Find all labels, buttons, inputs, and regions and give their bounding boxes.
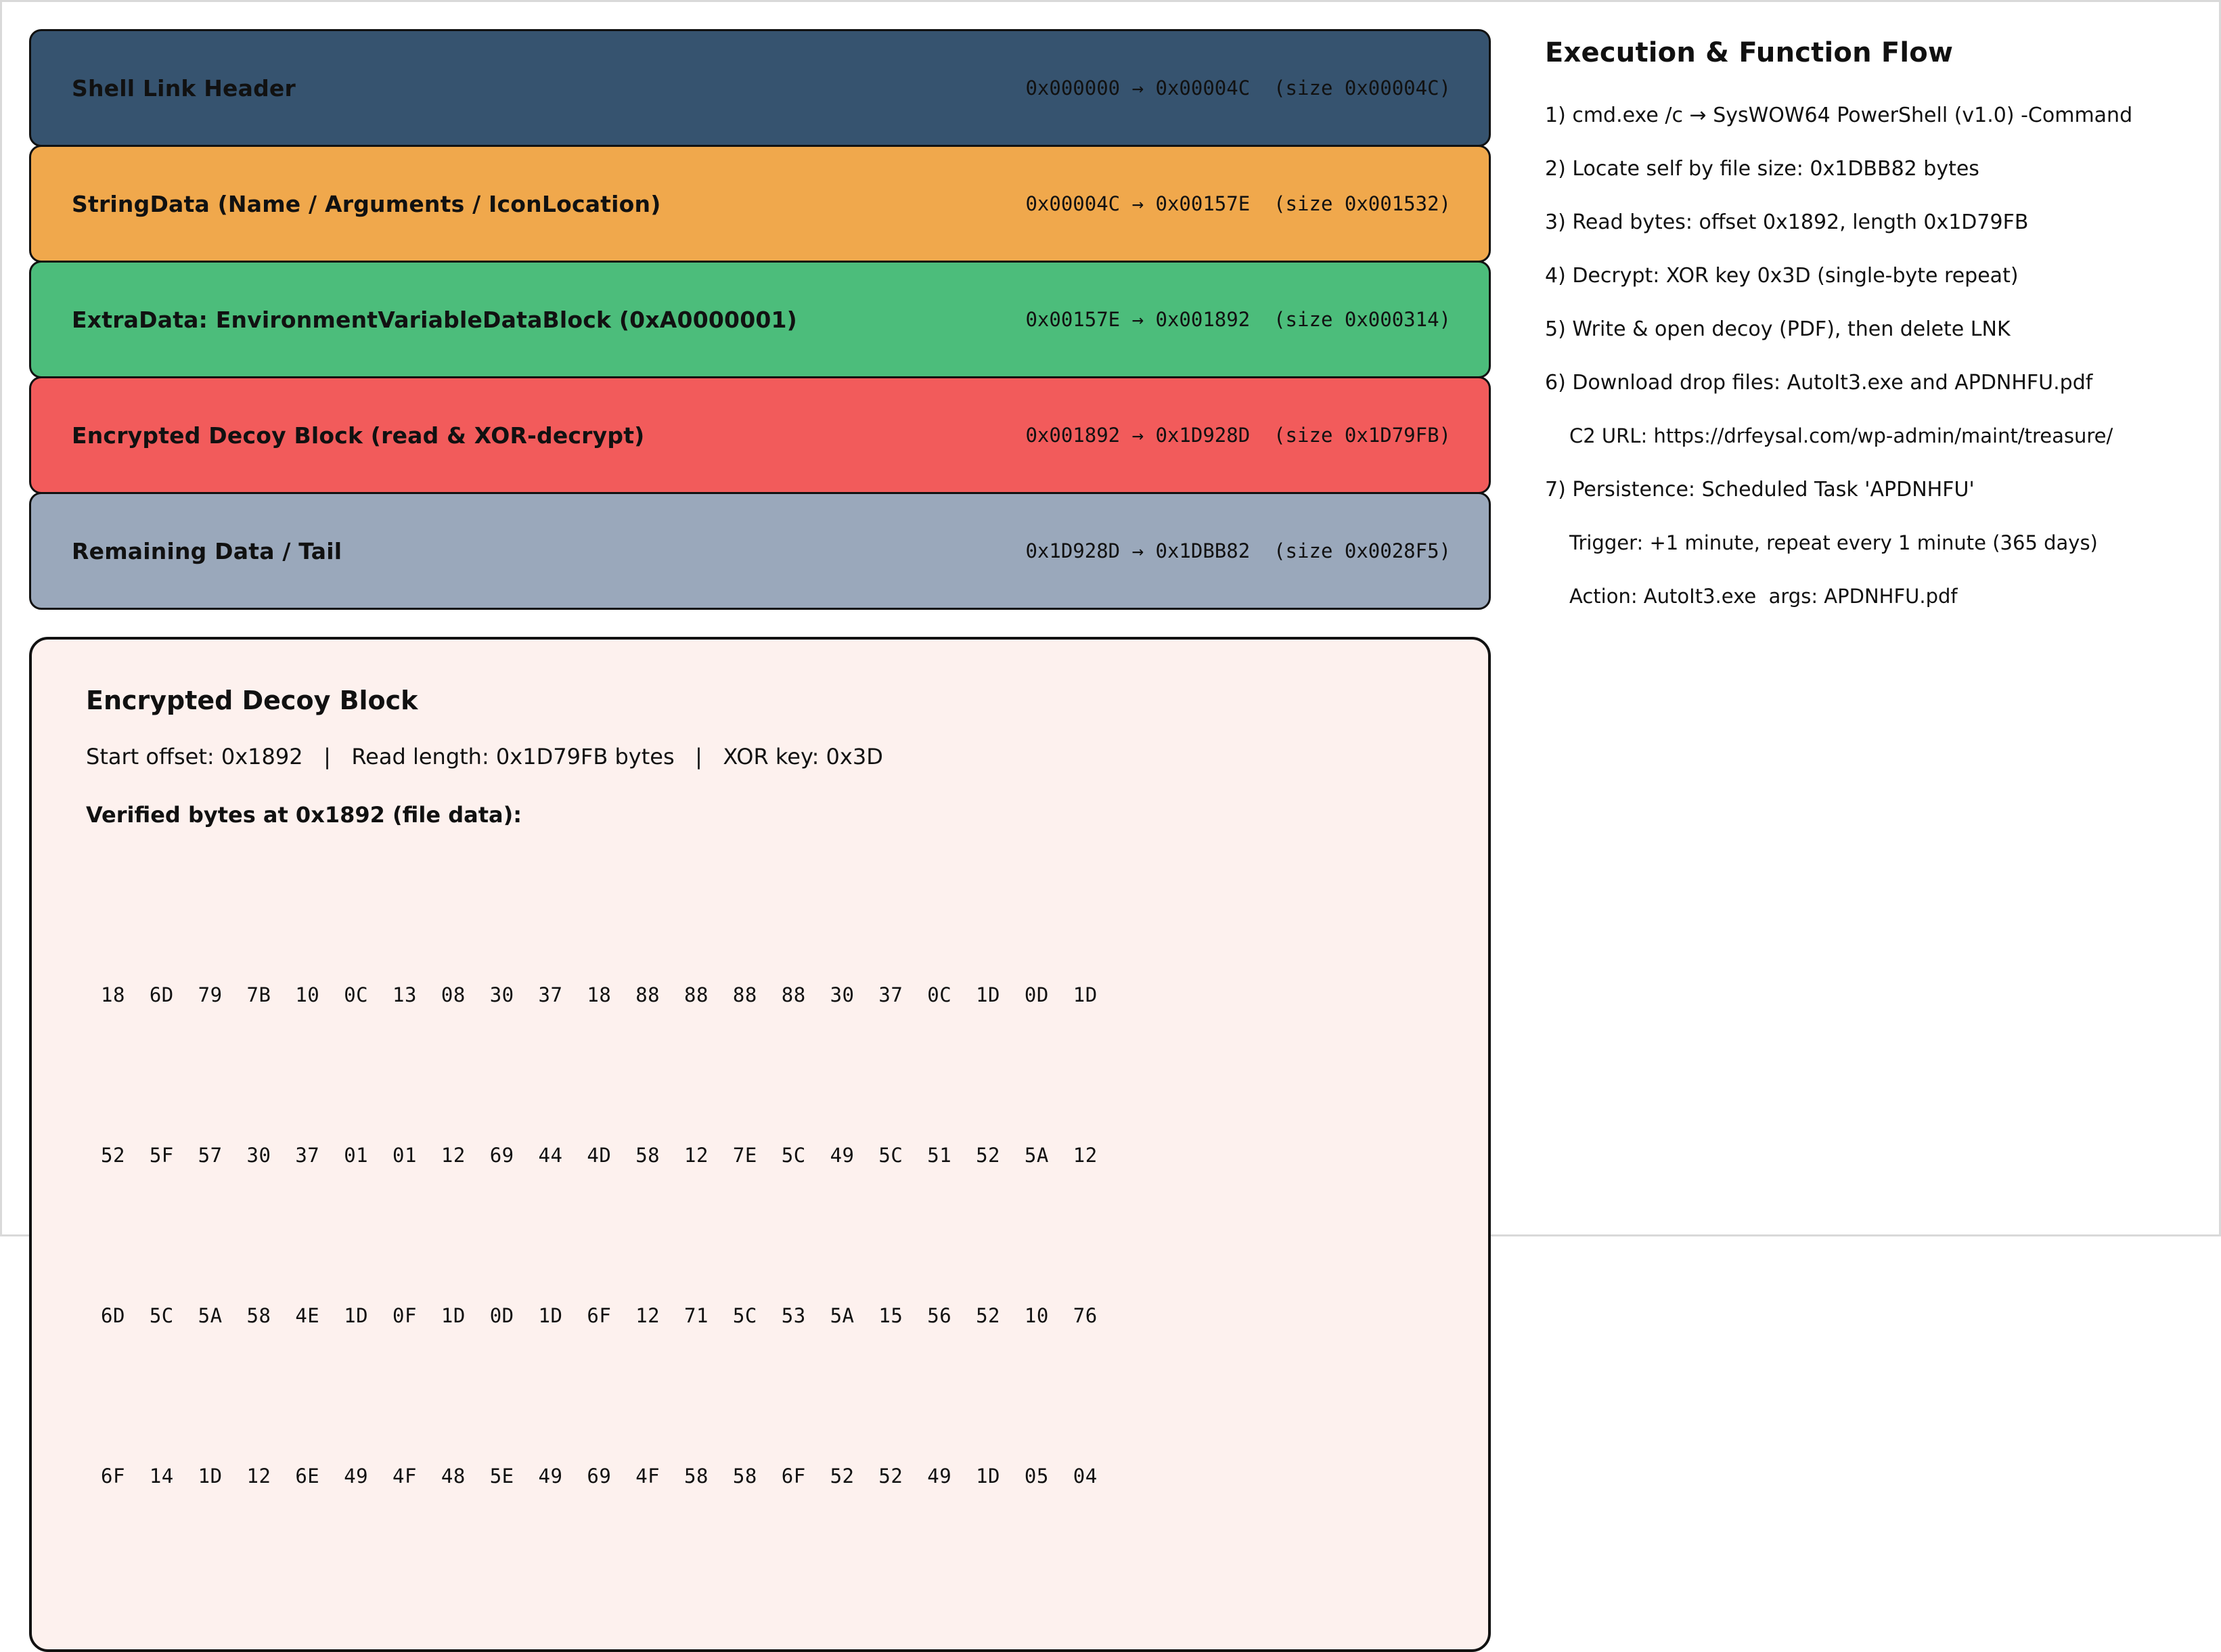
layout-row-range: 0x1D928D → 0x1DBB82 (size 0x0028F5) xyxy=(1025,539,1451,562)
layout-row xyxy=(29,492,1491,610)
flow-step: 4) Decrypt: XOR key 0x3D (single-byte repeat) xyxy=(1545,264,2019,288)
layout-row-range: 0x00004C → 0x00157E (size 0x001532) xyxy=(1025,192,1451,215)
flow-step: 6) Download drop files: AutoIt3.exe and APDNHFU.pdf xyxy=(1545,371,2093,395)
detail-card-params: Start offset: 0x1892 | Read length: 0x1D79FB bytes | XOR key: 0x3D xyxy=(86,744,883,769)
layout-row-label: Remaining Data / Tail xyxy=(72,537,342,564)
encrypted-decoy-block-card xyxy=(29,637,1491,1652)
execution-flow-panel xyxy=(1545,37,2195,623)
layout-row-range: 0x00157E → 0x001892 (size 0x000314) xyxy=(1025,308,1451,331)
hex-dump-row: 52 5F 57 30 37 01 01 12 69 44 4D 58 12 7E 5C 49 5C 51 52 5A 12 xyxy=(101,1144,1098,1167)
execution-flow-title: Execution & Function Flow xyxy=(1545,37,1954,68)
flow-step-detail-action: Action: AutoIt3.exe args: APDNHFU.pdf xyxy=(1569,585,1958,608)
lnk-layout-stack xyxy=(29,29,1491,610)
layout-row-label: Shell Link Header xyxy=(72,74,296,102)
flow-step: 3) Read bytes: offset 0x1892, length 0x1D79FB xyxy=(1545,210,2029,234)
layout-row-label: ExtraData: EnvironmentVariableDataBlock (0xA0000001) xyxy=(72,306,797,333)
hex-dump-row: 18 6D 79 7B 10 0C 13 08 30 37 18 88 88 88 88 30 37 0C 1D 0D 1D xyxy=(101,983,1098,1006)
flow-step: 1) cmd.exe /c → SysWOW64 PowerShell (v1.0) -Command xyxy=(1545,104,2133,127)
left-column xyxy=(29,29,1504,1652)
detail-card-subtitle: Verified bytes at 0x1892 (file data): xyxy=(86,802,522,828)
layout-row-label: StringData (Name / Arguments / IconLocation) xyxy=(72,190,661,217)
layout-row-range: 0x000000 → 0x00004C (size 0x00004C) xyxy=(1025,76,1451,99)
layout-row-range: 0x001892 → 0x1D928D (size 0x1D79FB) xyxy=(1025,424,1451,447)
hex-dump-row: 6D 5C 5A 58 4E 1D 0F 1D 0D 1D 6F 12 71 5C 53 5A 15 56 52 10 76 xyxy=(101,1304,1098,1327)
flow-step: 5) Write & open decoy (PDF), then delete LNK xyxy=(1545,317,2011,341)
layout-row xyxy=(29,29,1491,147)
hex-dump-row: 6F 14 1D 12 6E 49 4F 48 5E 49 69 4F 58 58 6F 52 52 49 1D 05 04 xyxy=(101,1465,1098,1488)
flow-step: 2) Locate self by file size: 0x1DBB82 bytes xyxy=(1545,157,1979,181)
layout-row-label: Encrypted Decoy Block (read & XOR-decrypt) xyxy=(72,422,645,449)
flow-step-detail-c2-url: C2 URL: https://drfeysal.com/wp-admin/maint/treasure/ xyxy=(1569,424,2113,447)
detail-card-title: Encrypted Decoy Block xyxy=(86,686,418,715)
hex-dump xyxy=(86,862,1448,1610)
layout-row xyxy=(29,261,1491,378)
flow-step: 7) Persistence: Scheduled Task 'APDNHFU' xyxy=(1545,478,1975,501)
layout-row xyxy=(29,145,1491,263)
flow-step-detail-trigger: Trigger: +1 minute, repeat every 1 minute (365 days) xyxy=(1569,531,2098,554)
layout-row xyxy=(29,376,1491,494)
